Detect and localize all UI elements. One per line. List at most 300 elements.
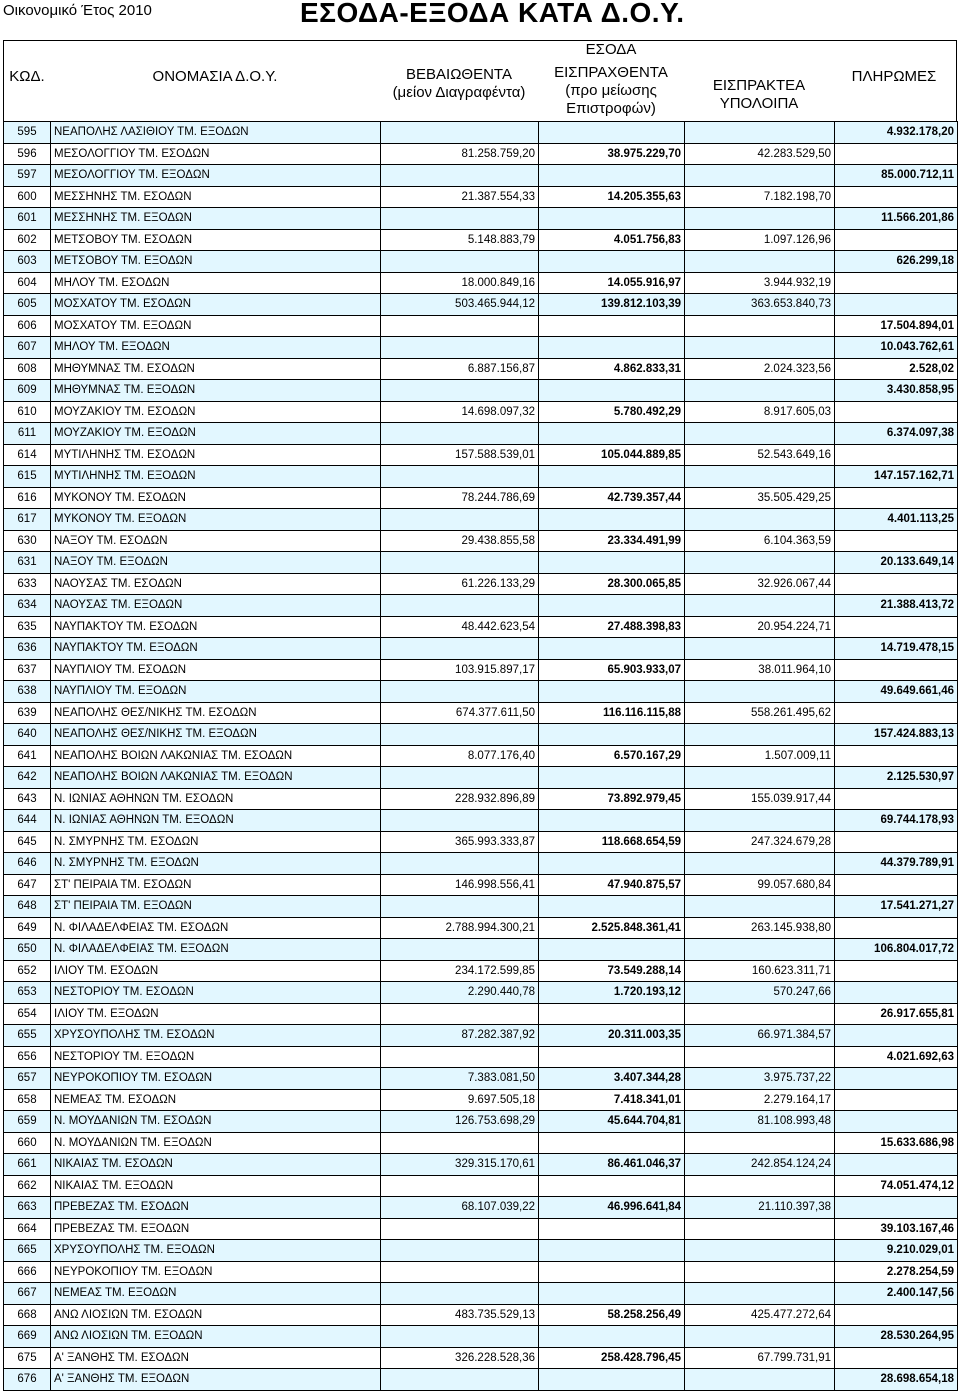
- cell-payments: 4.401.113,25: [835, 509, 958, 531]
- cell-code: 668: [4, 1304, 51, 1326]
- cell-collected: [539, 939, 685, 961]
- col-header-certified-line1: ΒΕΒΑΙΩΘΕΝΤΑ: [406, 66, 512, 83]
- fiscal-year-label: Οικονομικό Έτος 2010: [3, 2, 152, 19]
- table-row: [4, 272, 958, 294]
- table-row: [4, 1261, 958, 1283]
- cell-payments: [835, 1347, 958, 1369]
- cell-name: Ν. ΙΩΝΙΑΣ ΑΘΗΝΩΝ ΤΜ. ΕΣΟΔΩΝ: [51, 788, 381, 810]
- table-row: [4, 423, 958, 445]
- cell-receivable: [685, 1046, 835, 1068]
- table-row: [4, 143, 958, 165]
- cell-payments: [835, 788, 958, 810]
- cell-receivable: [685, 552, 835, 574]
- cell-certified: [381, 466, 539, 488]
- cell-payments: [835, 143, 958, 165]
- cell-payments: 11.566.201,86: [835, 208, 958, 230]
- table-row: [4, 380, 958, 402]
- cell-name: ΜΗΘΥΜΝΑΣ ΤΜ. ΕΞΟΔΩΝ: [51, 380, 381, 402]
- table-row: [4, 1218, 958, 1240]
- cell-receivable: [685, 1369, 835, 1391]
- cell-code: 676: [4, 1369, 51, 1391]
- col-header-receivable-line1: ΕΙΣΠΡΑΚΤΕΑ: [712, 77, 806, 94]
- cell-collected: [539, 1283, 685, 1305]
- cell-payments: [835, 1154, 958, 1176]
- cell-collected: 258.428.796,45: [539, 1347, 685, 1369]
- cell-collected: 118.668.654,59: [539, 831, 685, 853]
- cell-receivable: [685, 165, 835, 187]
- cell-code: 665: [4, 1240, 51, 1262]
- cell-payments: [835, 659, 958, 681]
- cell-receivable: [685, 1218, 835, 1240]
- table-row: [4, 122, 958, 144]
- cell-code: 595: [4, 122, 51, 144]
- cell-name: ΝΕΑΠΟΛΗΣ ΒΟΙΩΝ ΛΑΚΩΝΙΑΣ ΤΜ. ΕΣΟΔΩΝ: [51, 745, 381, 767]
- table-row: [4, 960, 958, 982]
- cell-payments: 85.000.712,11: [835, 165, 958, 187]
- table-row: [4, 917, 958, 939]
- cell-code: 608: [4, 358, 51, 380]
- cell-payments: 15.633.686,98: [835, 1132, 958, 1154]
- table-row: [4, 853, 958, 875]
- cell-certified: 326.228.528,36: [381, 1347, 539, 1369]
- cell-receivable: 2.024.323,56: [685, 358, 835, 380]
- col-header-collected: [538, 64, 684, 118]
- cell-certified: 157.588.539,01: [381, 444, 539, 466]
- cell-name: ΝΑΥΠΛΙΟΥ ΤΜ. ΕΞΟΔΩΝ: [51, 681, 381, 703]
- col-header-code: ΚΩΔ.: [9, 68, 45, 85]
- cell-collected: 45.644.704,81: [539, 1111, 685, 1133]
- cell-collected: 73.892.979,45: [539, 788, 685, 810]
- cell-collected: 2.525.848.361,41: [539, 917, 685, 939]
- cell-collected: [539, 423, 685, 445]
- cell-certified: 29.438.855,58: [381, 530, 539, 552]
- cell-certified: 146.998.556,41: [381, 874, 539, 896]
- cell-certified: [381, 208, 539, 230]
- cell-payments: 69.744.178,93: [835, 810, 958, 832]
- cell-payments: 10.043.762,61: [835, 337, 958, 359]
- cell-code: 655: [4, 1025, 51, 1047]
- cell-certified: 8.077.176,40: [381, 745, 539, 767]
- cell-payments: 157.424.883,13: [835, 724, 958, 746]
- cell-certified: [381, 638, 539, 660]
- cell-name: ΜΟΥΖΑΚΙΟΥ ΤΜ. ΕΞΟΔΩΝ: [51, 423, 381, 445]
- cell-code: 640: [4, 724, 51, 746]
- cell-certified: 228.932.896,89: [381, 788, 539, 810]
- cell-collected: 23.334.491,99: [539, 530, 685, 552]
- cell-certified: 61.226.133,29: [381, 573, 539, 595]
- cell-receivable: 66.971.384,57: [685, 1025, 835, 1047]
- cell-collected: 65.903.933,07: [539, 659, 685, 681]
- cell-collected: 73.549.288,14: [539, 960, 685, 982]
- cell-name: ΜΗΛΟΥ ΤΜ. ΕΣΟΔΩΝ: [51, 272, 381, 294]
- cell-code: 643: [4, 788, 51, 810]
- cell-payments: 3.430.858,95: [835, 380, 958, 402]
- cell-name: ΧΡΥΣΟΥΠΟΛΗΣ ΤΜ. ΕΞΟΔΩΝ: [51, 1240, 381, 1262]
- cell-receivable: 6.104.363,59: [685, 530, 835, 552]
- cell-receivable: 21.110.397,38: [685, 1197, 835, 1219]
- cell-name: ΜΥΤΙΛΗΝΗΣ ΤΜ. ΕΣΟΔΩΝ: [51, 444, 381, 466]
- cell-name: ΝΑΥΠΛΙΟΥ ΤΜ. ΕΣΟΔΩΝ: [51, 659, 381, 681]
- cell-code: 667: [4, 1283, 51, 1305]
- cell-certified: [381, 122, 539, 144]
- cell-collected: [539, 122, 685, 144]
- cell-receivable: [685, 638, 835, 660]
- cell-receivable: [685, 810, 835, 832]
- table-row: [4, 724, 958, 746]
- cell-receivable: [685, 595, 835, 617]
- cell-receivable: 247.324.679,28: [685, 831, 835, 853]
- cell-code: 603: [4, 251, 51, 273]
- cell-name: ΜΗΘΥΜΝΑΣ ΤΜ. ΕΣΟΔΩΝ: [51, 358, 381, 380]
- cell-code: 606: [4, 315, 51, 337]
- cell-receivable: 155.039.917,44: [685, 788, 835, 810]
- table-row: [4, 573, 958, 595]
- cell-payments: 28.698.654,18: [835, 1369, 958, 1391]
- table-row: [4, 1089, 958, 1111]
- cell-certified: 87.282.387,92: [381, 1025, 539, 1047]
- cell-certified: [381, 896, 539, 918]
- cell-receivable: 558.261.495,62: [685, 702, 835, 724]
- cell-collected: 28.300.065,85: [539, 573, 685, 595]
- cell-collected: [539, 380, 685, 402]
- table-row: [4, 1326, 958, 1348]
- cell-payments: [835, 573, 958, 595]
- cell-payments: [835, 444, 958, 466]
- cell-code: 641: [4, 745, 51, 767]
- cell-collected: [539, 1046, 685, 1068]
- cell-name: ΝΑΥΠΑΚΤΟΥ ΤΜ. ΕΣΟΔΩΝ: [51, 616, 381, 638]
- cell-collected: [539, 767, 685, 789]
- cell-payments: 6.374.097,38: [835, 423, 958, 445]
- cell-payments: [835, 1068, 958, 1090]
- cell-certified: [381, 1283, 539, 1305]
- cell-code: 661: [4, 1154, 51, 1176]
- cell-code: 656: [4, 1046, 51, 1068]
- cell-payments: 626.299,18: [835, 251, 958, 273]
- table-row: [4, 831, 958, 853]
- cell-name: ΝΕΑΠΟΛΗΣ ΘΕΣ/ΝΙΚΗΣ ΤΜ. ΕΣΟΔΩΝ: [51, 702, 381, 724]
- cell-certified: [381, 423, 539, 445]
- cell-collected: [539, 896, 685, 918]
- cell-name: ΑΝΩ ΛΙΟΣΙΩΝ ΤΜ. ΕΣΟΔΩΝ: [51, 1304, 381, 1326]
- cell-code: 675: [4, 1347, 51, 1369]
- col-header-collected-line1: ΕΙΣΠΡΑΧΘΕΝΤΑ: [554, 64, 668, 81]
- table-row: [4, 1347, 958, 1369]
- cell-receivable: [685, 853, 835, 875]
- cell-name: ΜΥΚΟΝΟΥ ΤΜ. ΕΞΟΔΩΝ: [51, 509, 381, 531]
- cell-certified: [381, 1003, 539, 1025]
- table-row: [4, 1046, 958, 1068]
- cell-name: ΜΟΣΧΑΤΟΥ ΤΜ. ΕΞΟΔΩΝ: [51, 315, 381, 337]
- cell-payments: [835, 294, 958, 316]
- cell-name: ΣΤ' ΠΕΙΡΑΙΑ ΤΜ. ΕΣΟΔΩΝ: [51, 874, 381, 896]
- cell-payments: [835, 831, 958, 853]
- cell-collected: 14.055.916,97: [539, 272, 685, 294]
- cell-receivable: [685, 423, 835, 445]
- cell-code: 666: [4, 1261, 51, 1283]
- cell-collected: 7.418.341,01: [539, 1089, 685, 1111]
- table-row: [4, 616, 958, 638]
- cell-collected: [539, 552, 685, 574]
- cell-collected: 46.996.641,84: [539, 1197, 685, 1219]
- cell-code: 639: [4, 702, 51, 724]
- cell-name: ΝΕΜΕΑΣ ΤΜ. ΕΞΟΔΩΝ: [51, 1283, 381, 1305]
- cell-collected: [539, 681, 685, 703]
- cell-code: 664: [4, 1218, 51, 1240]
- cell-name: Ν. ΦΙΛΑΔΕΛΦΕΙΑΣ ΤΜ. ΕΞΟΔΩΝ: [51, 939, 381, 961]
- cell-name: ΝΕΥΡΟΚΟΠΙΟΥ ΤΜ. ΕΞΟΔΩΝ: [51, 1261, 381, 1283]
- cell-code: 604: [4, 272, 51, 294]
- cell-collected: [539, 1003, 685, 1025]
- cell-name: ΜΕΤΣΟΒΟΥ ΤΜ. ΕΞΟΔΩΝ: [51, 251, 381, 273]
- cell-code: 653: [4, 982, 51, 1004]
- cell-receivable: 42.283.529,50: [685, 143, 835, 165]
- cell-code: 662: [4, 1175, 51, 1197]
- cell-certified: 503.465.944,12: [381, 294, 539, 316]
- cell-receivable: 32.926.067,44: [685, 573, 835, 595]
- cell-name: ΠΡΕΒΕΖΑΣ ΤΜ. ΕΞΟΔΩΝ: [51, 1218, 381, 1240]
- cell-receivable: 570.247,66: [685, 982, 835, 1004]
- cell-code: 650: [4, 939, 51, 961]
- table-row: [4, 530, 958, 552]
- cell-code: 657: [4, 1068, 51, 1090]
- table-row: [4, 294, 958, 316]
- cell-certified: [381, 681, 539, 703]
- cell-name: ΝΙΚΑΙΑΣ ΤΜ. ΕΣΟΔΩΝ: [51, 1154, 381, 1176]
- cell-name: ΝΑΟΥΣΑΣ ΤΜ. ΕΞΟΔΩΝ: [51, 595, 381, 617]
- col-header-receivable-line2: ΥΠΟΛΟΙΠΑ: [719, 95, 799, 112]
- table-row: [4, 659, 958, 681]
- cell-name: ΝΑΥΠΑΚΤΟΥ ΤΜ. ΕΞΟΔΩΝ: [51, 638, 381, 660]
- cell-payments: 106.804.017,72: [835, 939, 958, 961]
- col-header-name: ΟΝΟΜΑΣΙΑ Δ.Ο.Υ.: [152, 68, 278, 85]
- cell-receivable: [685, 767, 835, 789]
- cell-collected: 47.940.875,57: [539, 874, 685, 896]
- table-row: [4, 401, 958, 423]
- cell-collected: [539, 810, 685, 832]
- cell-payments: 2.400.147,56: [835, 1283, 958, 1305]
- cell-name: ΝΑΞΟΥ ΤΜ. ΕΣΟΔΩΝ: [51, 530, 381, 552]
- cell-receivable: 160.623.311,71: [685, 960, 835, 982]
- cell-code: 636: [4, 638, 51, 660]
- cell-payments: [835, 272, 958, 294]
- cell-name: ΝΕΑΠΟΛΗΣ ΛΑΣΙΘΙΟΥ ΤΜ. ΕΞΟΔΩΝ: [51, 122, 381, 144]
- cell-name: ΜΕΣΟΛΟΓΓΙΟΥ ΤΜ. ΕΞΟΔΩΝ: [51, 165, 381, 187]
- cell-payments: [835, 1089, 958, 1111]
- cell-payments: 4.932.178,20: [835, 122, 958, 144]
- cell-collected: 14.205.355,63: [539, 186, 685, 208]
- cell-collected: 58.258.256,49: [539, 1304, 685, 1326]
- cell-receivable: 52.543.649,16: [685, 444, 835, 466]
- cell-payments: 2.125.530,97: [835, 767, 958, 789]
- table-body: [4, 122, 958, 1391]
- cell-name: ΜΟΥΖΑΚΙΟΥ ΤΜ. ΕΣΟΔΩΝ: [51, 401, 381, 423]
- table-row: [4, 681, 958, 703]
- cell-payments: [835, 1304, 958, 1326]
- cell-receivable: 3.944.932,19: [685, 272, 835, 294]
- cell-name: ΜΕΣΣΗΝΗΣ ΤΜ. ΕΣΟΔΩΝ: [51, 186, 381, 208]
- cell-certified: [381, 1261, 539, 1283]
- cell-name: ΝΕΜΕΑΣ ΤΜ. ΕΣΟΔΩΝ: [51, 1089, 381, 1111]
- cell-name: ΝΕΑΠΟΛΗΣ ΘΕΣ/ΝΙΚΗΣ ΤΜ. ΕΞΟΔΩΝ: [51, 724, 381, 746]
- cell-receivable: [685, 122, 835, 144]
- cell-collected: [539, 595, 685, 617]
- cell-payments: [835, 745, 958, 767]
- cell-certified: 21.387.554,33: [381, 186, 539, 208]
- cell-certified: [381, 1326, 539, 1348]
- cell-name: ΝΙΚΑΙΑΣ ΤΜ. ΕΞΟΔΩΝ: [51, 1175, 381, 1197]
- cell-receivable: [685, 1132, 835, 1154]
- cell-code: 635: [4, 616, 51, 638]
- cell-payments: 4.021.692,63: [835, 1046, 958, 1068]
- cell-certified: 14.698.097,32: [381, 401, 539, 423]
- cell-certified: 674.377.611,50: [381, 702, 539, 724]
- cell-certified: 81.258.759,20: [381, 143, 539, 165]
- group-header-revenue: ΕΣΟΔΑ: [585, 41, 637, 58]
- cell-payments: [835, 874, 958, 896]
- cell-collected: 3.407.344,28: [539, 1068, 685, 1090]
- table-row: [4, 1283, 958, 1305]
- table-row: [4, 315, 958, 337]
- cell-name: Α' ΞΑΝΘΗΣ ΤΜ. ΕΣΟΔΩΝ: [51, 1347, 381, 1369]
- cell-certified: 5.148.883,79: [381, 229, 539, 251]
- cell-payments: 74.051.474,12: [835, 1175, 958, 1197]
- col-header-certified-line2: (μείον Διαγραφέντα): [392, 84, 526, 101]
- cell-certified: 483.735.529,13: [381, 1304, 539, 1326]
- cell-name: Α' ΞΑΝΘΗΣ ΤΜ. ΕΞΟΔΩΝ: [51, 1369, 381, 1391]
- table-row: [4, 788, 958, 810]
- cell-receivable: [685, 1326, 835, 1348]
- cell-code: 633: [4, 573, 51, 595]
- cell-code: 605: [4, 294, 51, 316]
- cell-payments: [835, 530, 958, 552]
- col-header-receivable: [684, 77, 834, 113]
- cell-certified: [381, 853, 539, 875]
- cell-certified: 365.993.333,87: [381, 831, 539, 853]
- cell-certified: 2.290.440,78: [381, 982, 539, 1004]
- cell-code: 602: [4, 229, 51, 251]
- cell-collected: 38.975.229,70: [539, 143, 685, 165]
- cell-payments: 2.528,02: [835, 358, 958, 380]
- cell-receivable: [685, 1240, 835, 1262]
- cell-receivable: 99.057.680,84: [685, 874, 835, 896]
- cell-name: ΝΕΣΤΟΡΙΟΥ ΤΜ. ΕΣΟΔΩΝ: [51, 982, 381, 1004]
- cell-receivable: 3.975.737,22: [685, 1068, 835, 1090]
- cell-code: 642: [4, 767, 51, 789]
- cell-certified: 9.697.505,18: [381, 1089, 539, 1111]
- cell-receivable: 363.653.840,73: [685, 294, 835, 316]
- cell-code: 611: [4, 423, 51, 445]
- cell-certified: 7.383.081,50: [381, 1068, 539, 1090]
- cell-code: 648: [4, 896, 51, 918]
- cell-payments: 17.504.894,01: [835, 315, 958, 337]
- cell-payments: [835, 702, 958, 724]
- cell-payments: 21.388.413,72: [835, 595, 958, 617]
- cell-payments: [835, 982, 958, 1004]
- cell-certified: [381, 1218, 539, 1240]
- cell-code: 631: [4, 552, 51, 574]
- cell-collected: [539, 466, 685, 488]
- cell-receivable: [685, 1283, 835, 1305]
- cell-payments: [835, 401, 958, 423]
- table-row: [4, 982, 958, 1004]
- cell-collected: 139.812.103,39: [539, 294, 685, 316]
- table-row: [4, 1025, 958, 1047]
- cell-collected: [539, 165, 685, 187]
- table-row: [4, 186, 958, 208]
- cell-certified: [381, 315, 539, 337]
- table-row: [4, 229, 958, 251]
- cell-code: 609: [4, 380, 51, 402]
- table-row: [4, 1240, 958, 1262]
- cell-code: 645: [4, 831, 51, 853]
- cell-collected: 6.570.167,29: [539, 745, 685, 767]
- cell-receivable: 35.505.429,25: [685, 487, 835, 509]
- cell-certified: 103.915.897,17: [381, 659, 539, 681]
- cell-certified: [381, 380, 539, 402]
- cell-code: 649: [4, 917, 51, 939]
- cell-receivable: [685, 251, 835, 273]
- cell-receivable: 38.011.964,10: [685, 659, 835, 681]
- table-row: [4, 1154, 958, 1176]
- cell-name: Ν. ΦΙΛΑΔΕΛΦΕΙΑΣ ΤΜ. ΕΣΟΔΩΝ: [51, 917, 381, 939]
- cell-collected: [539, 1218, 685, 1240]
- cell-receivable: 2.279.164,17: [685, 1089, 835, 1111]
- cell-code: 600: [4, 186, 51, 208]
- cell-code: 601: [4, 208, 51, 230]
- cell-receivable: 8.917.605,03: [685, 401, 835, 423]
- cell-receivable: [685, 681, 835, 703]
- cell-name: Ν. ΣΜΥΡΝΗΣ ΤΜ. ΕΣΟΔΩΝ: [51, 831, 381, 853]
- cell-code: 617: [4, 509, 51, 531]
- cell-name: ΑΝΩ ΛΙΟΣΙΩΝ ΤΜ. ΕΞΟΔΩΝ: [51, 1326, 381, 1348]
- cell-code: 669: [4, 1326, 51, 1348]
- cell-payments: 2.278.254,59: [835, 1261, 958, 1283]
- cell-name: ΜΥΚΟΝΟΥ ΤΜ. ΕΣΟΔΩΝ: [51, 487, 381, 509]
- cell-code: 654: [4, 1003, 51, 1025]
- cell-name: ΠΡΕΒΕΖΑΣ ΤΜ. ΕΣΟΔΩΝ: [51, 1197, 381, 1219]
- cell-payments: 39.103.167,46: [835, 1218, 958, 1240]
- cell-payments: 20.133.649,14: [835, 552, 958, 574]
- cell-payments: [835, 960, 958, 982]
- table-row: [4, 896, 958, 918]
- page-title: ΕΣΟΔΑ-ΕΞΟΔΑ ΚΑΤΑ Δ.Ο.Υ.: [300, 0, 685, 28]
- cell-code: 614: [4, 444, 51, 466]
- cell-payments: 26.917.655,81: [835, 1003, 958, 1025]
- cell-collected: [539, 853, 685, 875]
- cell-receivable: [685, 315, 835, 337]
- cell-name: ΝΕΑΠΟΛΗΣ ΒΟΙΩΝ ΛΑΚΩΝΙΑΣ ΤΜ. ΕΞΟΔΩΝ: [51, 767, 381, 789]
- table-row: [4, 444, 958, 466]
- cell-collected: [539, 724, 685, 746]
- cell-payments: [835, 186, 958, 208]
- cell-certified: [381, 1369, 539, 1391]
- cell-payments: 147.157.162,71: [835, 466, 958, 488]
- cell-receivable: [685, 724, 835, 746]
- table-row: [4, 1197, 958, 1219]
- cell-collected: 1.720.193,12: [539, 982, 685, 1004]
- cell-name: ΝΕΥΡΟΚΟΠΙΟΥ ΤΜ. ΕΣΟΔΩΝ: [51, 1068, 381, 1090]
- cell-payments: 28.530.264,95: [835, 1326, 958, 1348]
- cell-code: 660: [4, 1132, 51, 1154]
- table-row: [4, 509, 958, 531]
- cell-receivable: [685, 337, 835, 359]
- cell-collected: 116.116.115,88: [539, 702, 685, 724]
- cell-certified: 329.315.170,61: [381, 1154, 539, 1176]
- cell-collected: 4.051.756,83: [539, 229, 685, 251]
- table-row: [4, 487, 958, 509]
- cell-receivable: 1.507.009,11: [685, 745, 835, 767]
